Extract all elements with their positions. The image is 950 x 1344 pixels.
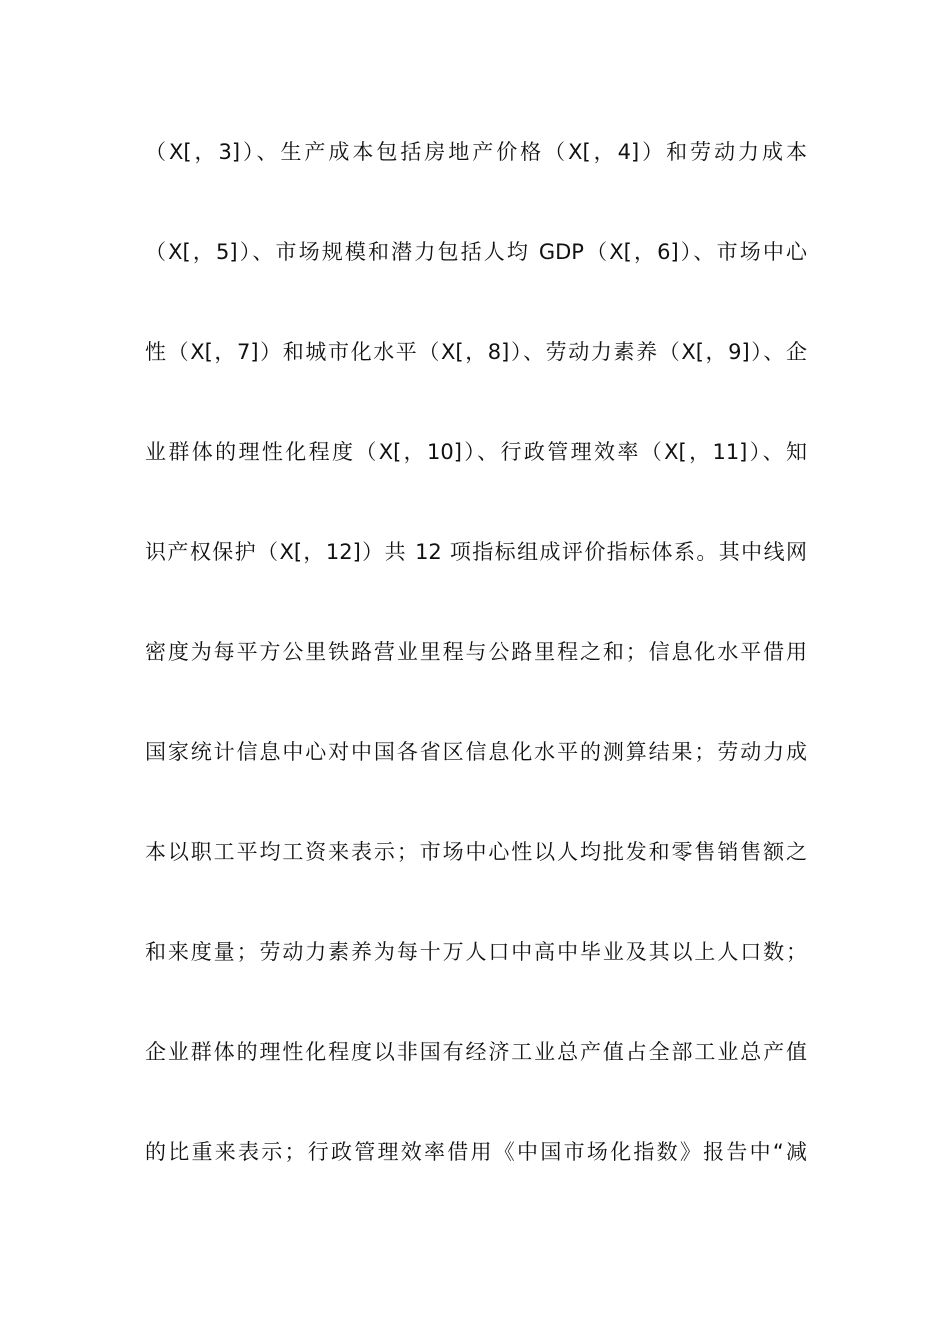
- paragraph-line: （X[，3]）、生产成本包括房地产价格（X[，4]）和劳动力成本: [145, 140, 807, 164]
- paragraph-line: 的比重来表示；行政管理效率借用《中国市场化指数》报告中“减: [145, 1140, 807, 1164]
- paragraph-line: 本以职工平均工资来表示；市场中心性以人均批发和零售销售额之: [145, 840, 807, 864]
- paragraph-line: 企业群体的理性化程度以非国有经济工业总产值占全部工业总产值: [145, 1040, 807, 1064]
- paragraph-line: 性（X[，7]）和城市化水平（X[，8]）、劳动力素养（X[，9]）、企: [145, 340, 807, 364]
- paragraph-line: （X[，5]）、市场规模和潜力包括人均 GDP（X[，6]）、市场中心: [145, 240, 807, 264]
- paragraph-line: 业群体的理性化程度（X[，10]）、行政管理效率（X[，11]）、知: [145, 440, 807, 464]
- paragraph-line: 密度为每平方公里铁路营业里程与公路里程之和；信息化水平借用: [145, 640, 807, 664]
- paragraph-line: 识产权保护（X[，12]）共 12 项指标组成评价指标体系。其中线网: [145, 540, 807, 564]
- paragraph-line: 和来度量；劳动力素养为每十万人口中高中毕业及其以上人口数；: [145, 940, 807, 964]
- paragraph-line: 国家统计信息中心对中国各省区信息化水平的测算结果；劳动力成: [145, 740, 807, 764]
